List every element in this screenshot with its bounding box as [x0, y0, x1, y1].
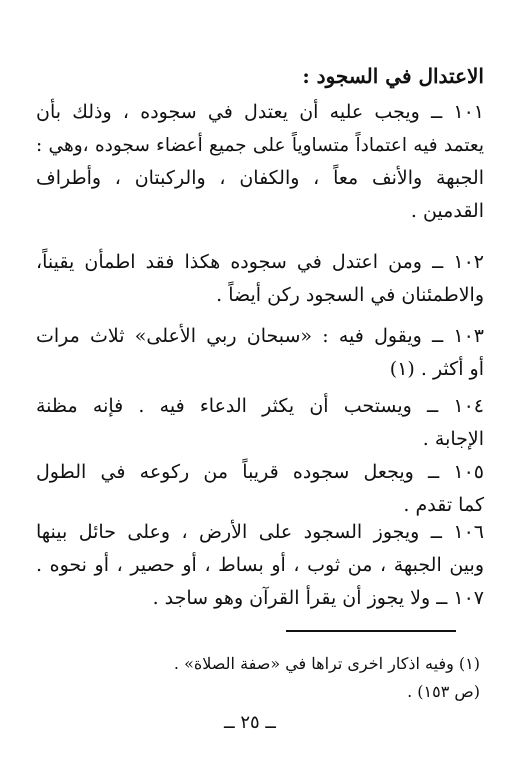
- footnote: [40, 650, 480, 706]
- text-line: والاطمئنان في السجود ركن أيضاً .: [216, 284, 484, 306]
- paragraph-106-107: [36, 516, 484, 615]
- paragraph-102: [36, 246, 484, 312]
- paragraph-103: [36, 320, 484, 386]
- text-line: ١٠٢ ــ ومن اعتدل في سجوده هكذا فقد اطمأن يقيناً،: [36, 251, 484, 273]
- text-line: ١٠٤ ــ ويستحب أن يكثر الدعاء فيه . فإنه مظنة: [36, 395, 484, 417]
- text-line: ١٠٧ ــ ولا يجوز أن يقرأ القرآن وهو ساجد .: [152, 587, 484, 609]
- paragraph-104: [36, 390, 484, 456]
- text-line: وبين الجبهة ، من ثوب ، أو بساط ، أو حصير ، أو نحوه .: [36, 554, 484, 576]
- text-line: أو أكثر . (١): [389, 358, 484, 380]
- footnote-line: (ص ١٥٣) .: [407, 682, 480, 701]
- text-line: كما تقدم .: [403, 494, 484, 516]
- page-number: ــ ٢٥ ــ: [224, 712, 276, 733]
- text-line: الجبهة والأنف معاً ، والكفان ، والركبتان ، وأطراف: [36, 167, 484, 189]
- text-line: ١٠٣ ــ ويقول فيه : «سبحان ربي الأعلى» ثلاث مرات: [36, 325, 484, 347]
- section-heading: الاعتدال في السجود :: [302, 64, 484, 88]
- footnote-divider: [286, 630, 456, 632]
- text-line: الإجابة .: [422, 428, 484, 450]
- text-line: يعتمد فيه اعتماداً متساوياً على جميع أعضاء سجوده ،وهي :: [36, 135, 484, 156]
- footnote-line: (١) وفيه اذكار اخرى تراها في «صفة الصلاة» .: [173, 654, 480, 673]
- text-line: ١٠١ ــ ويجب عليه أن يعتدل في سجوده ، وذلك بأن: [36, 101, 484, 123]
- paragraph-105: [36, 456, 484, 522]
- text-line: ١٠٦ ــ ويجوز السجود على الأرض ، وعلى حائل بينها: [36, 521, 484, 543]
- text-line: القدمين .: [410, 200, 484, 222]
- paragraph-101: [36, 96, 484, 228]
- text-line: ١٠٥ ــ ويجعل سجوده قريباً من ركوعه في الطول: [36, 461, 484, 483]
